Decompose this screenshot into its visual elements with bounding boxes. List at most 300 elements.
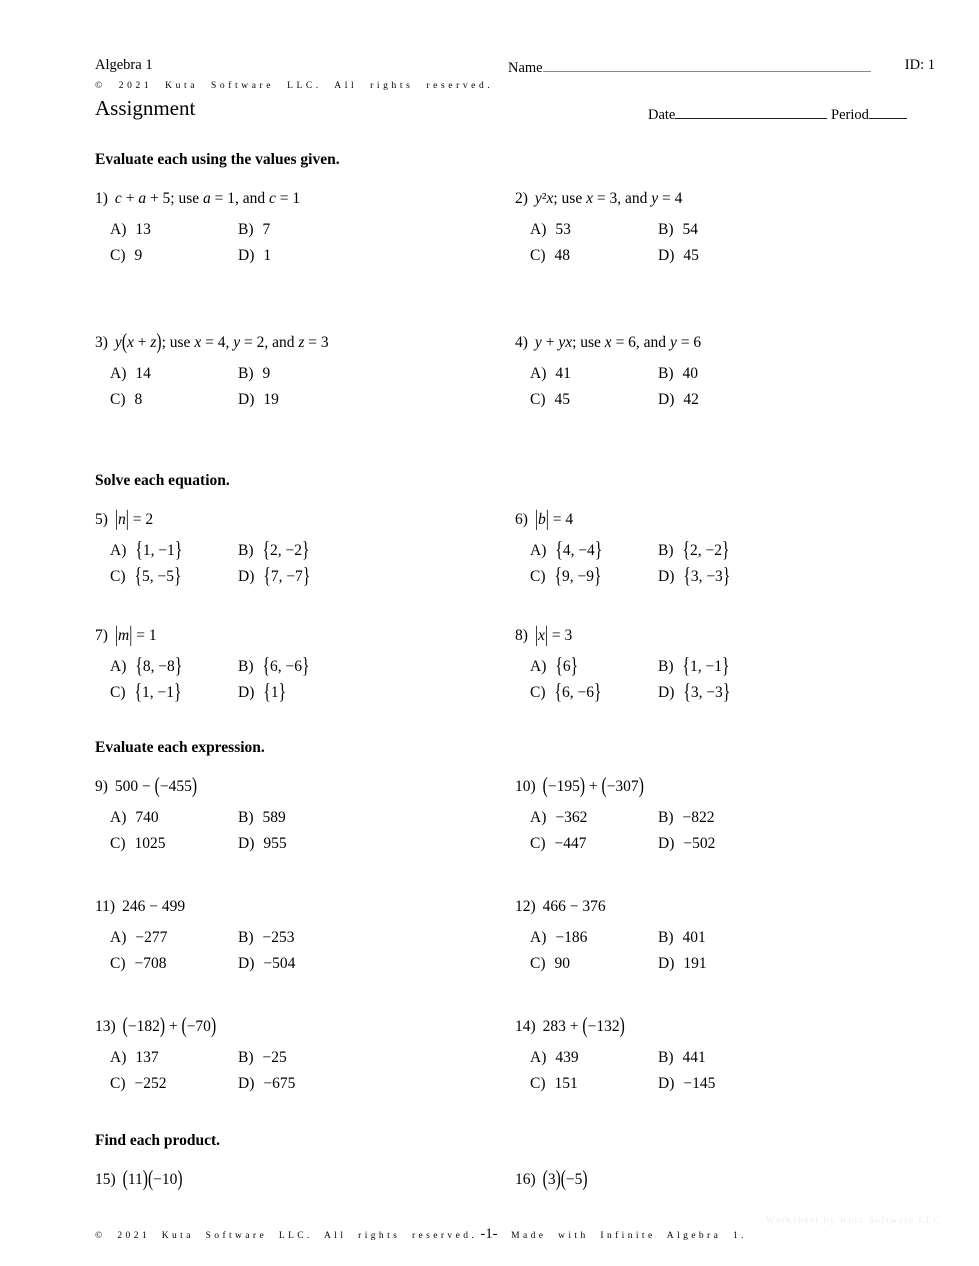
math-text: 7 bbox=[262, 221, 271, 238]
math-text: −10 bbox=[153, 1171, 178, 1188]
problem-number: 8) bbox=[515, 627, 528, 644]
section-instruction: Find each product. bbox=[95, 1132, 221, 1149]
footer-made-with: Made with Infinite Algebra 1. bbox=[511, 1231, 747, 1241]
choice-value bbox=[263, 563, 311, 589]
math-text: −186 bbox=[555, 929, 588, 946]
problem-expression bbox=[534, 622, 573, 648]
math-delimiter: } bbox=[302, 563, 311, 589]
problem-expression bbox=[122, 1013, 217, 1039]
math-text: = 2, and bbox=[240, 334, 299, 351]
answer-choices bbox=[110, 808, 515, 854]
section-instruction: Solve each equation. bbox=[95, 472, 230, 489]
answer-choice bbox=[658, 653, 730, 679]
choice-label: C) bbox=[110, 955, 126, 972]
answer-choices bbox=[110, 537, 515, 589]
math-delimiter: { bbox=[135, 537, 143, 563]
problem bbox=[95, 892, 515, 974]
choice-value bbox=[555, 1075, 578, 1092]
math-text: 7, −7 bbox=[270, 568, 303, 585]
choice-label: B) bbox=[658, 365, 674, 382]
problem-expression bbox=[534, 506, 574, 532]
choice-value bbox=[683, 221, 699, 238]
math-text: 90 bbox=[554, 955, 570, 972]
period-blank-line bbox=[869, 104, 907, 119]
math-delimiter: { bbox=[683, 679, 691, 705]
choice-value bbox=[555, 537, 603, 563]
choice-label: C) bbox=[110, 684, 126, 701]
choice-value bbox=[135, 1049, 158, 1066]
math-text: z bbox=[150, 334, 157, 351]
choice-value bbox=[135, 221, 151, 238]
answer-choice bbox=[530, 1048, 658, 1068]
math-text: 1 bbox=[270, 684, 279, 701]
choice-label: B) bbox=[238, 542, 254, 559]
choice-label: A) bbox=[110, 929, 127, 946]
math-text: a bbox=[138, 190, 147, 207]
name-blank-line bbox=[543, 57, 871, 72]
math-text: −145 bbox=[683, 1075, 716, 1092]
choice-value bbox=[263, 247, 271, 264]
math-text: c bbox=[114, 190, 122, 207]
choice-value bbox=[683, 679, 731, 705]
header-row bbox=[95, 57, 935, 78]
math-text: x bbox=[126, 334, 134, 351]
math-delimiter: } bbox=[173, 679, 182, 705]
problem-expression bbox=[122, 1166, 183, 1192]
math-text: 42 bbox=[683, 391, 699, 408]
answer-choices bbox=[530, 1048, 935, 1094]
answer-choice bbox=[658, 390, 699, 410]
problem-question bbox=[515, 184, 935, 214]
answer-choice bbox=[658, 1074, 715, 1094]
math-text: + bbox=[165, 1018, 182, 1035]
answer-choice bbox=[110, 808, 238, 828]
choice-label: D) bbox=[658, 835, 675, 852]
problem bbox=[95, 1012, 515, 1094]
math-text: −5 bbox=[565, 1171, 583, 1188]
problem-number: 1) bbox=[95, 190, 108, 207]
choice-value bbox=[263, 679, 287, 705]
problem-row bbox=[95, 621, 935, 703]
problem-expression bbox=[122, 898, 185, 915]
math-text: 19 bbox=[263, 391, 279, 408]
choice-label: A) bbox=[110, 221, 127, 238]
choice-value bbox=[263, 955, 295, 972]
math-text: x bbox=[586, 190, 593, 207]
answer-choice bbox=[110, 537, 238, 563]
answer-choice bbox=[238, 537, 310, 563]
problem-expression bbox=[542, 773, 644, 799]
section-instruction: Evaluate each using the values given. bbox=[95, 151, 340, 168]
choice-value bbox=[555, 247, 571, 264]
problem-expression bbox=[114, 773, 198, 799]
answer-choice bbox=[658, 563, 731, 589]
problem-expression bbox=[535, 334, 701, 351]
choice-label: A) bbox=[530, 365, 547, 382]
math-text: 14 bbox=[135, 365, 151, 382]
math-text: 54 bbox=[682, 221, 698, 238]
problem-number: 5) bbox=[95, 511, 108, 528]
choice-label: B) bbox=[238, 658, 254, 675]
choice-label: A) bbox=[530, 221, 547, 238]
choice-value bbox=[263, 809, 286, 826]
answer-choice bbox=[238, 390, 279, 410]
choice-label: A) bbox=[110, 658, 127, 675]
choice-label: D) bbox=[238, 247, 255, 264]
math-text: x bbox=[546, 190, 554, 207]
id-label: ID: 1 bbox=[904, 57, 935, 73]
math-delimiter: ( bbox=[122, 1166, 128, 1192]
problem-row bbox=[95, 184, 935, 266]
choice-label: C) bbox=[110, 835, 126, 852]
math-text: 740 bbox=[135, 809, 159, 826]
math-text: 441 bbox=[682, 1049, 706, 1066]
math-text: 6, −6 bbox=[269, 658, 302, 675]
answer-choice bbox=[658, 1048, 715, 1068]
choice-value bbox=[554, 679, 602, 705]
math-delimiter: { bbox=[555, 537, 563, 563]
math-delimiter: } bbox=[722, 679, 731, 705]
problem-number: 9) bbox=[95, 778, 108, 795]
problem-question bbox=[95, 621, 515, 651]
section-instruction: Evaluate each expression. bbox=[95, 739, 265, 756]
problem-expression bbox=[542, 1166, 588, 1192]
problem-row bbox=[95, 772, 935, 854]
page-content bbox=[95, 57, 935, 1195]
answer-choice bbox=[110, 246, 238, 266]
choice-label: B) bbox=[238, 365, 254, 382]
math-text: 137 bbox=[135, 1049, 159, 1066]
math-delimiter: ) bbox=[638, 773, 644, 799]
choice-label: D) bbox=[238, 391, 255, 408]
answer-choice bbox=[110, 954, 238, 974]
math-text: = 1 bbox=[275, 190, 301, 207]
choice-label: A) bbox=[110, 1049, 127, 1066]
choice-value bbox=[683, 1075, 715, 1092]
answer-choice bbox=[238, 653, 310, 679]
math-text: 1, −1 bbox=[141, 684, 174, 701]
math-text: 3, −3 bbox=[690, 568, 723, 585]
math-text: = 3 bbox=[304, 334, 329, 351]
problem-number: 12) bbox=[515, 898, 536, 915]
choice-label: A) bbox=[530, 542, 547, 559]
math-delimiter: | bbox=[129, 622, 133, 648]
choice-value bbox=[135, 1075, 167, 1092]
choice-label: B) bbox=[238, 809, 254, 826]
choice-label: C) bbox=[110, 247, 126, 264]
choice-label: A) bbox=[530, 1049, 547, 1066]
math-text: 2, −2 bbox=[269, 542, 302, 559]
math-text: yx bbox=[558, 334, 573, 351]
problem-question bbox=[95, 184, 515, 214]
math-delimiter: | bbox=[534, 506, 539, 532]
math-text: z bbox=[298, 334, 305, 351]
problem-question bbox=[515, 328, 935, 358]
answer-choice bbox=[238, 808, 287, 828]
math-text: 283 + bbox=[542, 1018, 583, 1035]
problem bbox=[515, 328, 935, 410]
math-delimiter: { bbox=[554, 679, 562, 705]
date-period-fields bbox=[648, 104, 907, 124]
problem-row bbox=[95, 892, 935, 974]
answer-choice bbox=[110, 390, 238, 410]
math-text: 41 bbox=[555, 365, 571, 382]
math-text: = 6, and bbox=[611, 334, 670, 351]
math-text: −252 bbox=[134, 1075, 167, 1092]
problem-question bbox=[95, 328, 515, 358]
math-delimiter: } bbox=[722, 563, 731, 589]
problem-expression bbox=[114, 622, 157, 648]
math-text: −307 bbox=[606, 778, 639, 795]
math-text: y bbox=[534, 334, 542, 351]
choice-value bbox=[263, 835, 286, 852]
math-delimiter: { bbox=[555, 653, 563, 679]
math-delimiter: ( bbox=[181, 1013, 187, 1039]
problem-number: 11) bbox=[95, 898, 116, 915]
math-text: 500 − bbox=[114, 778, 155, 795]
choice-value bbox=[263, 221, 271, 238]
problem bbox=[515, 621, 935, 703]
choice-label: D) bbox=[658, 955, 675, 972]
math-text: −362 bbox=[555, 809, 588, 826]
math-delimiter: { bbox=[682, 537, 690, 563]
answer-choice bbox=[530, 928, 658, 948]
math-delimiter: { bbox=[554, 563, 562, 589]
choice-value bbox=[683, 247, 699, 264]
math-text: 466 − 376 bbox=[542, 898, 606, 915]
answer-choice bbox=[658, 834, 715, 854]
math-text: b bbox=[538, 511, 546, 528]
choice-label: C) bbox=[110, 1075, 126, 1092]
answer-choices bbox=[530, 220, 935, 266]
math-text: 151 bbox=[554, 1075, 578, 1092]
choice-value bbox=[683, 955, 706, 972]
math-delimiter: )( bbox=[555, 1166, 566, 1192]
math-text: 6 bbox=[562, 658, 571, 675]
answer-choice bbox=[238, 928, 295, 948]
answer-choices bbox=[530, 928, 935, 974]
problem-number: 7) bbox=[95, 627, 108, 644]
math-delimiter: ) bbox=[159, 1013, 166, 1039]
math-text: + 5; use bbox=[146, 190, 204, 207]
math-text: = 4, bbox=[201, 334, 234, 351]
choice-label: D) bbox=[658, 247, 675, 264]
choice-label: D) bbox=[238, 684, 255, 701]
math-text: x bbox=[604, 334, 612, 351]
math-text: a bbox=[203, 190, 211, 207]
answer-choice bbox=[110, 1074, 238, 1094]
watermark: Worksheet by Kuta Software LLC bbox=[765, 1216, 941, 1226]
problem bbox=[515, 1165, 935, 1195]
answer-choices bbox=[110, 220, 515, 266]
course-title: Algebra 1 bbox=[95, 57, 153, 73]
math-text: y bbox=[114, 334, 122, 351]
math-text: −447 bbox=[554, 835, 587, 852]
math-text: 9 bbox=[134, 247, 143, 264]
answer-choice bbox=[238, 364, 279, 384]
math-delimiter: } bbox=[301, 537, 310, 563]
math-text: 48 bbox=[554, 247, 570, 264]
math-delimiter: { bbox=[263, 679, 271, 705]
math-text: ; use bbox=[553, 190, 587, 207]
math-delimiter: } bbox=[570, 653, 579, 679]
problem-question bbox=[515, 505, 935, 535]
math-delimiter: | bbox=[114, 506, 119, 532]
choice-label: D) bbox=[658, 568, 675, 585]
problem-expression bbox=[542, 1013, 625, 1039]
math-delimiter: | bbox=[125, 506, 129, 532]
math-delimiter: } bbox=[593, 679, 602, 705]
math-text: y bbox=[669, 334, 677, 351]
math-text: = 1 bbox=[132, 627, 157, 644]
math-delimiter: { bbox=[262, 653, 270, 679]
problem-question bbox=[515, 1012, 935, 1042]
section bbox=[95, 739, 935, 1094]
choice-value bbox=[262, 537, 310, 563]
choice-label: B) bbox=[658, 809, 674, 826]
math-delimiter: ( bbox=[121, 329, 127, 355]
math-delimiter: } bbox=[721, 653, 730, 679]
choice-label: A) bbox=[110, 365, 127, 382]
math-delimiter: ) bbox=[582, 1166, 588, 1192]
math-text: c bbox=[269, 190, 276, 207]
date-blank-line bbox=[675, 104, 827, 119]
choice-value bbox=[135, 809, 158, 826]
answer-choice bbox=[110, 834, 238, 854]
math-text: 9 bbox=[262, 365, 271, 382]
section bbox=[95, 1132, 935, 1195]
answer-choice bbox=[658, 808, 715, 828]
math-delimiter: { bbox=[682, 653, 690, 679]
problem-expression bbox=[115, 190, 300, 207]
answer-choice bbox=[530, 563, 658, 589]
problem-number: 4) bbox=[515, 334, 528, 351]
math-delimiter: ( bbox=[542, 1166, 548, 1192]
math-text: 1025 bbox=[134, 835, 166, 852]
answer-choice bbox=[110, 220, 238, 240]
answer-choice bbox=[530, 246, 658, 266]
math-text: = 6 bbox=[676, 334, 702, 351]
answer-choice bbox=[530, 220, 658, 240]
choice-value bbox=[555, 809, 587, 826]
choice-label: C) bbox=[110, 568, 126, 585]
choice-label: B) bbox=[238, 1049, 254, 1066]
answer-choice bbox=[530, 954, 658, 974]
answer-choices bbox=[110, 653, 515, 705]
answer-choice bbox=[658, 537, 730, 563]
problem-question bbox=[515, 892, 935, 922]
answer-choices bbox=[110, 928, 515, 974]
math-delimiter: } bbox=[593, 563, 602, 589]
math-text: 589 bbox=[262, 809, 286, 826]
answer-choices bbox=[530, 653, 935, 705]
math-delimiter: | bbox=[545, 506, 549, 532]
page-number: -1- bbox=[480, 1226, 498, 1242]
problem bbox=[95, 621, 515, 703]
answer-choice bbox=[238, 1048, 295, 1068]
problem-row bbox=[95, 505, 935, 587]
math-delimiter: { bbox=[262, 537, 270, 563]
math-text: y bbox=[534, 190, 542, 207]
choice-value bbox=[682, 537, 730, 563]
math-delimiter: } bbox=[174, 653, 183, 679]
math-delimiter: ) bbox=[177, 1166, 183, 1192]
choice-value bbox=[135, 835, 166, 852]
choice-value bbox=[555, 653, 579, 679]
copyright-notice: © 2021 Kuta Software LLC. All rights reserved. bbox=[95, 81, 494, 91]
math-delimiter: } bbox=[173, 563, 182, 589]
choice-label: C) bbox=[530, 684, 546, 701]
answer-choice bbox=[110, 653, 238, 679]
math-delimiter: )( bbox=[142, 1166, 154, 1192]
footer bbox=[95, 1231, 935, 1241]
math-text: 2, −2 bbox=[689, 542, 722, 559]
choice-label: C) bbox=[530, 955, 546, 972]
math-text: x bbox=[538, 627, 545, 644]
problem-number: 13) bbox=[95, 1018, 116, 1035]
math-text: 191 bbox=[683, 955, 707, 972]
choice-value bbox=[134, 679, 182, 705]
problem bbox=[515, 184, 935, 266]
problem-question bbox=[95, 1165, 515, 1195]
math-text: 45 bbox=[683, 247, 699, 264]
choice-value bbox=[135, 365, 151, 382]
math-text: 13 bbox=[135, 221, 151, 238]
math-text: 1, −1 bbox=[689, 658, 722, 675]
math-delimiter: ) bbox=[156, 329, 162, 355]
math-text: −132 bbox=[587, 1018, 620, 1035]
problem-question bbox=[95, 505, 515, 535]
choice-value bbox=[683, 1049, 706, 1066]
problem-row bbox=[95, 328, 935, 410]
choice-value bbox=[683, 809, 715, 826]
choice-value bbox=[555, 835, 587, 852]
math-text: 401 bbox=[682, 929, 706, 946]
choice-label: A) bbox=[110, 542, 127, 559]
math-text: m bbox=[118, 627, 130, 644]
problem-expression bbox=[535, 190, 682, 207]
problem-question bbox=[95, 772, 515, 802]
math-text: −253 bbox=[262, 929, 295, 946]
problem bbox=[515, 892, 935, 974]
choice-label: A) bbox=[110, 809, 127, 826]
problem bbox=[95, 1165, 515, 1195]
choice-value bbox=[262, 653, 310, 679]
problem-question bbox=[515, 772, 935, 802]
math-text: + bbox=[585, 778, 602, 795]
math-text: 45 bbox=[554, 391, 570, 408]
choice-value bbox=[135, 247, 143, 264]
answer-choice bbox=[530, 364, 658, 384]
math-text: = 3 bbox=[548, 627, 573, 644]
math-delimiter: } bbox=[174, 537, 183, 563]
math-text: 3 bbox=[547, 1171, 556, 1188]
answer-choice bbox=[530, 679, 658, 705]
math-delimiter: { bbox=[135, 653, 143, 679]
problem-number: 15) bbox=[95, 1171, 116, 1188]
choice-label: D) bbox=[658, 1075, 675, 1092]
choice-value bbox=[683, 365, 699, 382]
choice-label: D) bbox=[238, 835, 255, 852]
choice-label: C) bbox=[530, 1075, 546, 1092]
problem-number: 16) bbox=[515, 1171, 536, 1188]
problem-question bbox=[515, 621, 935, 651]
answer-choice bbox=[238, 679, 309, 705]
math-text: = 3, and bbox=[592, 190, 652, 207]
problem bbox=[515, 1012, 935, 1094]
section bbox=[95, 151, 935, 410]
choice-value bbox=[682, 653, 730, 679]
